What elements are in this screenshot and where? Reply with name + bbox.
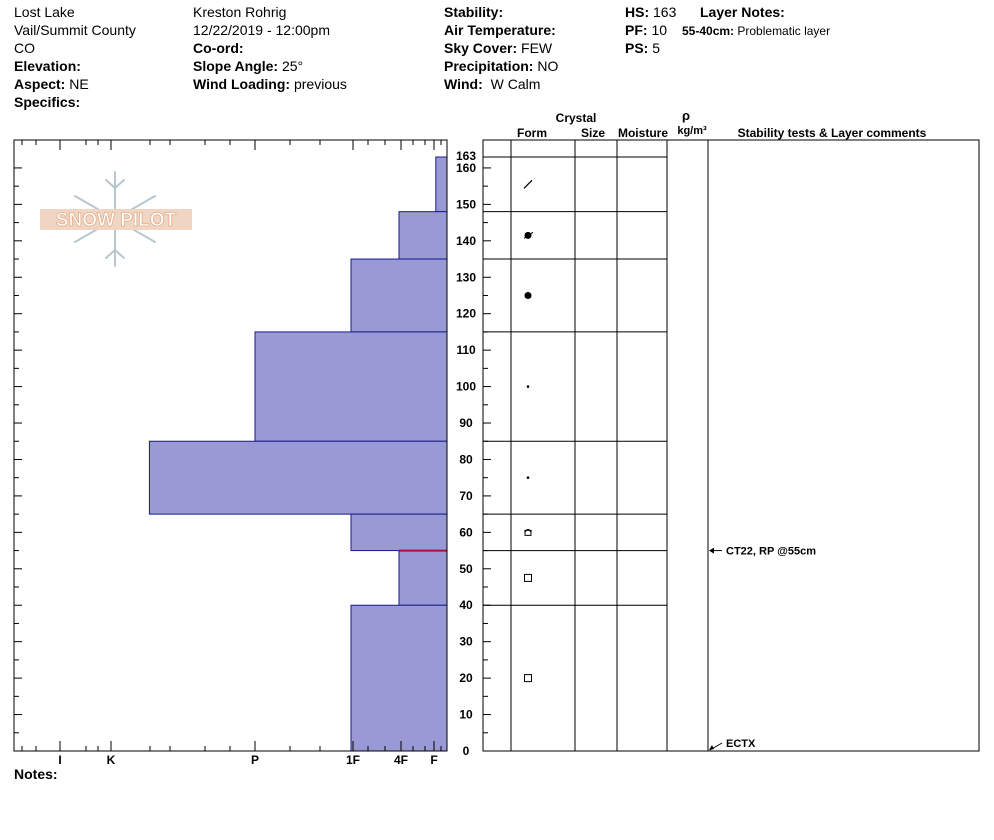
- grain-form-small-rounds: [527, 385, 530, 388]
- grain-form-small-rounds: [527, 476, 530, 479]
- state-name: CO: [14, 40, 35, 56]
- hardness-bar: [351, 605, 447, 751]
- layer-table-frame: [483, 140, 979, 751]
- height-tick-label: 10: [459, 707, 473, 722]
- hardness-bar: [399, 551, 447, 606]
- height-tick-label: 80: [459, 452, 473, 467]
- grain-form-rounded-grains: [525, 292, 532, 299]
- hardness-bar: [255, 332, 447, 441]
- hardness-tick-label: F: [430, 753, 438, 767]
- aspect-label: Aspect:: [14, 76, 66, 92]
- stability-test-label: CT22, RP @55cm: [726, 545, 817, 558]
- notes-label: Notes:: [14, 766, 58, 782]
- moisture-header: Moisture: [617, 126, 669, 140]
- layer-note-text: Problematic layer: [737, 24, 831, 38]
- wind-loading-label: Wind Loading:: [193, 76, 291, 92]
- stability-test-marker: [709, 738, 756, 750]
- precip-value: NO: [537, 58, 559, 74]
- logo-text: SNOW PILOT: [55, 210, 177, 231]
- hardness-tick-label: 1F: [345, 753, 361, 767]
- ps-label: PS:: [625, 40, 649, 56]
- grain-form-rounding-faceted: [524, 232, 533, 239]
- height-tick-label: 140: [455, 233, 477, 248]
- height-tick-label: 70: [459, 488, 473, 503]
- stability-test-marker: [709, 546, 816, 558]
- slope-value: 25°: [281, 58, 304, 74]
- snowpilot-logo: [40, 172, 192, 266]
- stability-arrow-head: [709, 745, 714, 750]
- grain-form-faceted-crystals: [525, 675, 532, 682]
- stability-arrow-head: [709, 548, 714, 554]
- observation-datetime: 12/22/2019 - 12:00pm: [193, 22, 330, 38]
- height-tick-label: 160: [455, 160, 477, 175]
- grain-form-faceted-rounding: [525, 529, 531, 535]
- height-tick-label: 150: [455, 197, 477, 212]
- hardness-bar: [399, 212, 447, 259]
- stability-header: Stability tests & Layer comments: [737, 126, 927, 140]
- height-tick-label: 0: [462, 744, 470, 758]
- slope-label: Slope Angle:: [193, 58, 279, 74]
- pf-value: 10: [651, 22, 668, 38]
- layer-notes-label: Layer Notes:: [700, 4, 785, 20]
- hardness-tick-label: P: [250, 753, 260, 767]
- height-tick-label: 100: [455, 379, 477, 394]
- hardness-bar: [436, 157, 447, 212]
- precip-symbol: [524, 180, 532, 188]
- hardness-bar: [351, 514, 447, 550]
- small-round-symbol: [527, 476, 530, 479]
- specifics-label: Specifics:: [14, 94, 81, 110]
- elevation-label: Elevation:: [14, 58, 81, 74]
- height-tick-label: 90: [459, 416, 473, 431]
- region-name: Vail/Summit County: [14, 22, 136, 38]
- pf-label: PF:: [625, 22, 648, 38]
- density-unit-header: kg/m³: [677, 125, 707, 137]
- hs-value: 163: [653, 4, 677, 20]
- rho-header: ρ: [681, 108, 691, 123]
- height-top-label: 163: [455, 149, 477, 163]
- stability-test-label: ECTX: [726, 738, 756, 750]
- hardness-tick-label: I: [58, 753, 62, 767]
- height-tick-label: 130: [455, 270, 477, 285]
- small-round-symbol: [527, 385, 530, 388]
- hardness-tick-label: K: [106, 753, 116, 767]
- height-tick-label: 120: [455, 306, 477, 321]
- sky-label: Sky Cover:: [444, 40, 518, 56]
- layer-note-range: 55-40cm:: [682, 24, 735, 38]
- crystal-header: Crystal: [555, 111, 597, 125]
- height-tick-label: 60: [459, 525, 473, 540]
- grain-form-faceted-crystals: [525, 574, 532, 581]
- faceted-symbol: [525, 574, 532, 581]
- hs-label: HS:: [625, 4, 650, 20]
- faceted-symbol: [525, 675, 532, 682]
- height-tick-label: 30: [459, 634, 473, 649]
- height-tick-label: 20: [459, 671, 473, 686]
- height-tick-label: 40: [459, 598, 473, 613]
- aspect-value: NE: [69, 76, 89, 92]
- rounded-symbol: [525, 292, 532, 299]
- wind-label: Wind:: [444, 76, 483, 92]
- grain-form-precipitation-particles: [524, 180, 532, 188]
- ps-value: 5: [652, 40, 661, 56]
- hardness-bar: [149, 441, 447, 514]
- size-header: Size: [580, 126, 606, 140]
- stability-label: Stability:: [444, 4, 504, 20]
- coord-label: Co-ord:: [193, 40, 244, 56]
- air-temp-label: Air Temperature:: [444, 22, 556, 38]
- hardness-tick-label: 4F: [393, 753, 409, 767]
- observer-name: Kreston Rohrig: [193, 4, 287, 20]
- height-tick-label: 50: [459, 561, 473, 576]
- hardness-bar: [351, 259, 447, 332]
- location-name: Lost Lake: [14, 4, 75, 20]
- height-tick-label: 110: [456, 343, 476, 358]
- wind-loading-value: previous: [293, 76, 347, 92]
- wind-value: W Calm: [490, 76, 541, 92]
- precip-label: Precipitation:: [444, 58, 534, 74]
- sky-value: FEW: [521, 40, 553, 56]
- form-header: Form: [517, 126, 547, 140]
